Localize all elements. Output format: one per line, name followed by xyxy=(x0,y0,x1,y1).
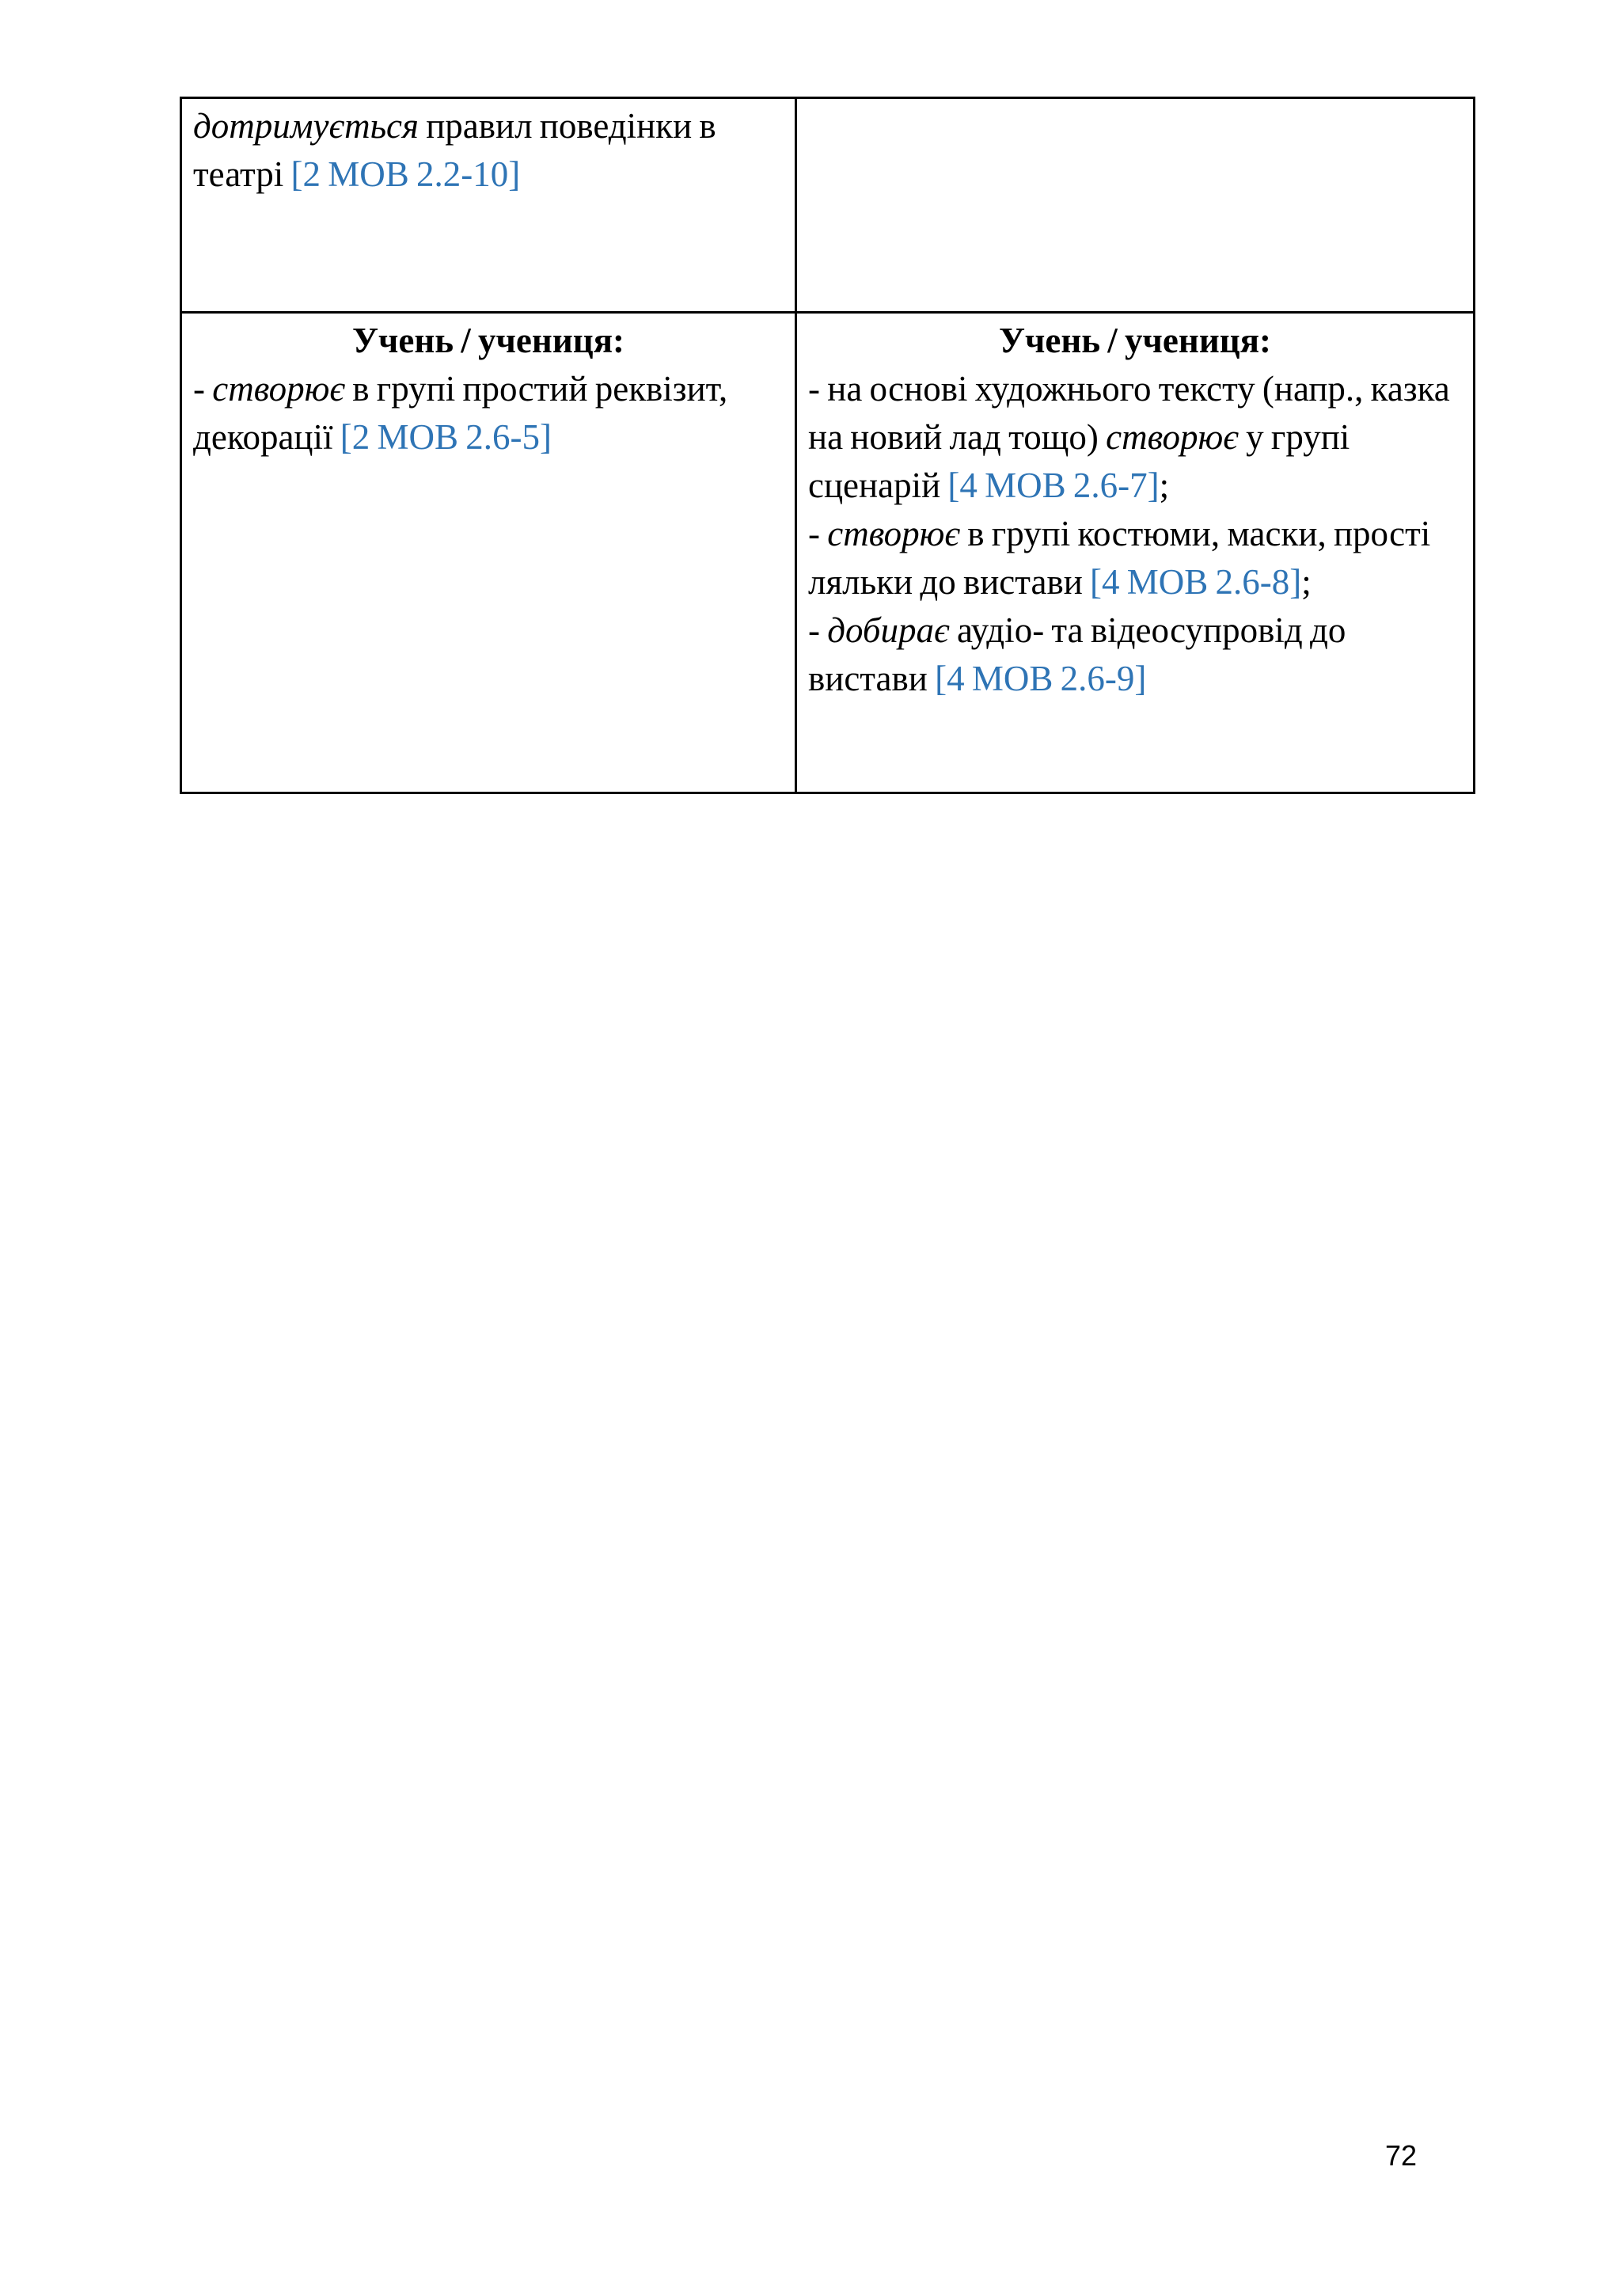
page-number: 72 xyxy=(1385,2139,1418,2172)
list-item xyxy=(808,510,1462,606)
outcome-text: в групі простий реквізит, декорації xyxy=(193,369,728,457)
table-row xyxy=(181,98,1475,313)
table-row xyxy=(181,313,1475,793)
table-cell-left xyxy=(181,313,796,793)
table-cell-left xyxy=(181,98,796,313)
outcome-text: в групі костюми, маски, прості ляльки до вистави xyxy=(808,514,1431,602)
outcome-verb: створює xyxy=(1106,417,1239,457)
item-suffix: ; xyxy=(1159,466,1170,505)
standard-reference: [4 МОВ 2.6-8] xyxy=(1090,562,1302,602)
table-cell-right-empty xyxy=(796,98,1475,313)
list-item xyxy=(808,365,1462,510)
outcome-verb: створює xyxy=(212,369,346,409)
learning-outcomes-table xyxy=(180,97,1475,794)
cell-heading: Учень / учениця: xyxy=(998,321,1272,360)
outcome-text: у групі сценарій xyxy=(808,417,1350,505)
outcome-text: правил поведінки в театрі xyxy=(193,106,716,194)
standard-reference: [2 МОВ 2.6-5] xyxy=(340,417,552,457)
standard-reference: [4 МОВ 2.6-7] xyxy=(947,466,1160,505)
outcome-text: - на основі художнього тексту (напр., казка на новий лад тощо) xyxy=(808,369,1450,457)
cell-heading: Учень / учениця: xyxy=(351,321,625,360)
standard-reference: [2 МОВ 2.2-10] xyxy=(290,154,521,194)
list-item xyxy=(193,365,784,462)
item-prefix: - xyxy=(193,369,213,409)
standard-reference: [4 МОВ 2.6-9] xyxy=(935,659,1147,698)
item-prefix: - xyxy=(808,610,828,650)
table-cell-right xyxy=(796,313,1475,793)
outcome-text: аудіо- та відеосупровід до вистави xyxy=(808,610,1346,698)
list-item xyxy=(808,606,1462,703)
item-prefix: - xyxy=(808,514,828,553)
item-suffix: ; xyxy=(1301,562,1312,602)
outcome-verb: добирає xyxy=(827,610,950,650)
outcome-verb: дотримується xyxy=(193,106,419,146)
outcome-verb: створює xyxy=(827,514,961,553)
